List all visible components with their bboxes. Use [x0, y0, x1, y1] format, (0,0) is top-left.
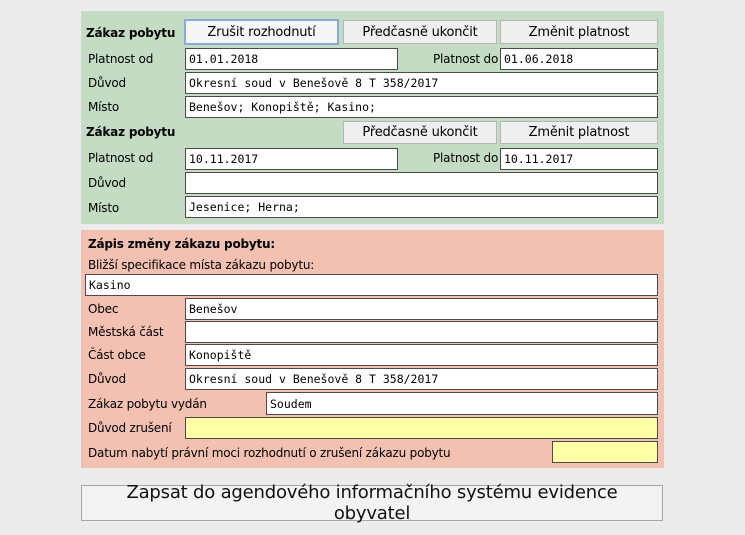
- ban-2-valid-to-field[interactable]: 10.11.2017: [500, 148, 658, 170]
- ban-2-early-end-button[interactable]: Předčasně ukončit: [343, 121, 497, 144]
- spec-field[interactable]: Kasino: [85, 274, 658, 296]
- cancel-reason-field[interactable]: [185, 417, 658, 439]
- city-part-field[interactable]: [185, 321, 658, 343]
- issued-by-label: Zákaz pobytu vydán: [88, 397, 207, 411]
- effective-date-label: Datum nabytí právní moci rozhodnutí o zrušení zákazu pobytu: [88, 446, 451, 460]
- issued-by-field[interactable]: Soudem: [266, 392, 658, 415]
- ban-1-early-end-button[interactable]: Předčasně ukončit: [343, 20, 497, 44]
- change-reason-field[interactable]: Okresní soud v Benešově 8 T 358/2017: [185, 368, 658, 390]
- existing-bans-panel: [81, 11, 664, 224]
- municipality-part-field[interactable]: Konopiště: [185, 344, 658, 366]
- ban-1-valid-from-field[interactable]: 01.01.2018: [185, 48, 398, 70]
- municipality-field[interactable]: Benešov: [185, 298, 658, 320]
- ban-1-change-validity-button[interactable]: Změnit platnost: [500, 20, 658, 44]
- ban-2-reason-label: Důvod: [88, 176, 126, 190]
- city-part-label: Městská část: [88, 325, 164, 339]
- ban-1-valid-to-field[interactable]: 01.06.2018: [500, 48, 658, 70]
- spec-label: Bližší specifikace místa zákazu pobytu:: [88, 258, 315, 272]
- change-reason-label: Důvod: [88, 372, 126, 386]
- ban-1-cancel-decision-button[interactable]: Zrušit rozhodnutí: [184, 19, 339, 45]
- ban-1-reason-label: Důvod: [88, 76, 126, 90]
- municipality-part-label: Část obce: [88, 348, 146, 362]
- change-title: Zápis změny zákazu pobytu:: [88, 237, 275, 251]
- ban-1-title: Zákaz pobytu: [86, 26, 176, 40]
- ban-1-reason-field[interactable]: Okresní soud v Benešově 8 T 358/2017: [185, 72, 658, 94]
- ban-2-valid-from-field[interactable]: 10.11.2017: [185, 148, 398, 170]
- ban-2-title: Zákaz pobytu: [86, 125, 176, 139]
- ban-2-valid-to-label: Platnost do: [433, 151, 499, 165]
- municipality-label: Obec: [88, 302, 119, 316]
- submit-to-registry-button[interactable]: Zapsat do agendového informačního systému evidence obyvatel: [81, 485, 663, 521]
- effective-date-field[interactable]: [552, 441, 658, 463]
- ban-change-panel: [81, 230, 664, 468]
- ban-2-reason-field[interactable]: [185, 172, 658, 194]
- ban-2-change-validity-button[interactable]: Změnit platnost: [500, 121, 658, 144]
- ban-1-valid-from-label: Platnost od: [88, 52, 154, 66]
- ban-2-place-label: Místo: [88, 201, 119, 215]
- ban-2-valid-from-label: Platnost od: [88, 151, 154, 165]
- cancel-reason-label: Důvod zrušení: [88, 421, 172, 435]
- ban-2-place-field[interactable]: Jesenice; Herna;: [185, 196, 658, 218]
- ban-1-valid-to-label: Platnost do: [433, 52, 499, 66]
- ban-1-place-label: Místo: [88, 100, 119, 114]
- ban-1-place-field[interactable]: Benešov; Konopiště; Kasino;: [185, 96, 658, 118]
